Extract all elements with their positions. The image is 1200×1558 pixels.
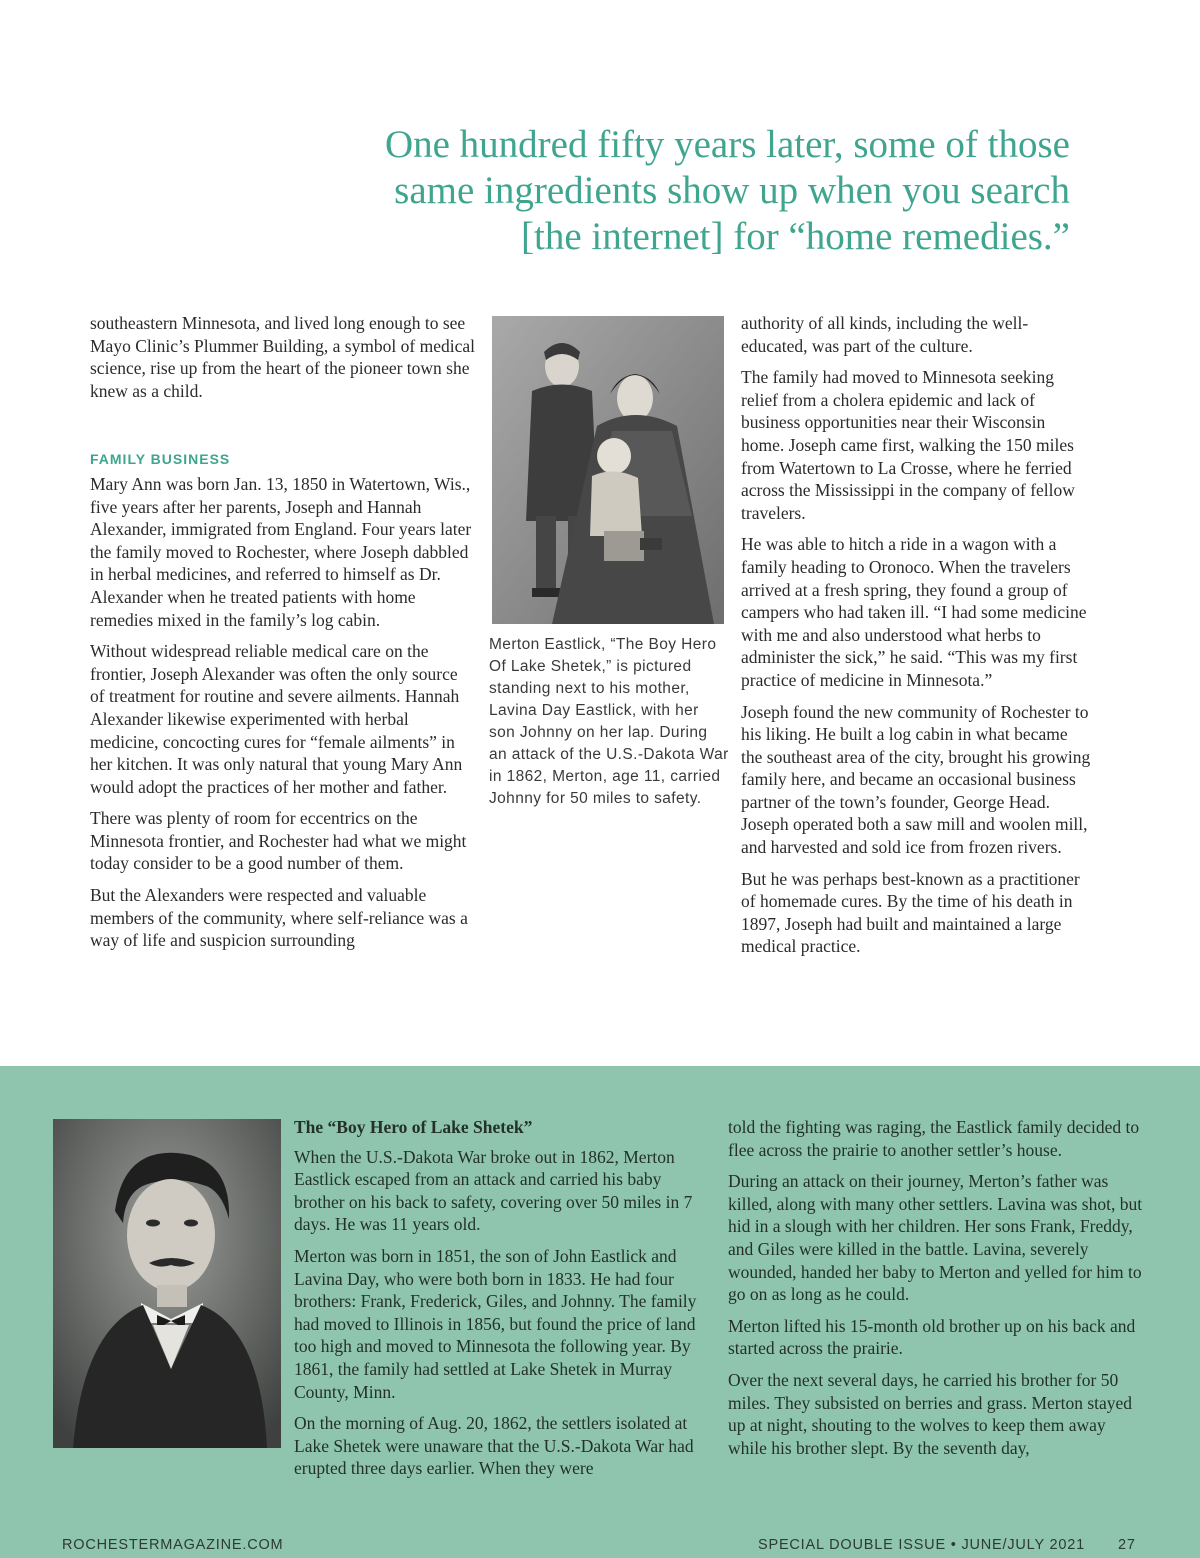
sidebar-paragraph: Merton lifted his 15-month old brother up on his back and started across the prairie. [728,1315,1136,1359]
family-portrait-illustration [492,316,724,624]
page-number: 27 [1118,1537,1136,1553]
sidebar-paragraph: On the morning of Aug. 20, 1862, the settlers isolated at Lake Shetek were unaware that the U.S.-Dakota War had erupted three days earlier. When they were [294,1413,694,1479]
sidebar-column-2 [728,1116,1143,1468]
sidebar-paragraph: told the fighting was raging, the Eastlick family decided to flee across the prairie to another settler’s house. [728,1117,1140,1160]
sidebar-paragraph: When the U.S.-Dakota War broke out in 1862, Merton Eastlick escaped from an attack and carried his baby brother on his back to safety, covering over 50 miles in 7 days. He was 11 years old. [294,1146,693,1235]
footer-website: ROCHESTERMAGAZINE.COM [62,1537,284,1553]
section-heading-family-business: FAMILY BUSINESS [90,451,231,468]
intro-paragraph: southeastern Minnesota, and lived long enough to see Mayo Clinic’s Plummer Building, a symbol of medical science, rise up from the heart of the pioneer town she knew as a child. [90,313,475,401]
photo-caption: Merton Eastlick, “The Boy Hero Of Lake Shetek,” is pictured standing next to his mother, Lavina Day Eastlick, with her son Johnny on her lap. During an attack of the U.S.-Dakota War in 1862, Merton, age 11, carried Johnny for 50 miles to safety. [489,636,729,807]
sidebar-paragraph: Over the next several days, he carried his brother for 50 miles. They subsisted on berries and grass. Merton stayed up at night, shouting to the wolves to keep them away while his brother slept. By the seventh day, [728,1369,1133,1458]
merton-portrait-photo [53,1119,281,1448]
body-paragraph: The family had moved to Minnesota seeking relief from a cholera epidemic and lack of business opportunities near their Wisconsin home. Joseph came first, walking the 150 miles from Watertown to La Crosse, where he ferried across the Mississippi in the company of fellow travelers. [741,367,1075,523]
left-column [90,312,475,961]
sidebar-column-1 [294,1116,706,1489]
family-portrait-photo [492,316,724,624]
body-paragraph: But the Alexanders were respected and valuable members of the community, where self-reliance was a way of life and suspicion surrounding [90,885,468,951]
body-paragraph: Mary Ann was born Jan. 13, 1850 in Watertown, Wis., five years after her parents, Joseph and Hannah Alexander, immigrated from England. Four years later the family moved to Rochester, where Joseph dabbled in herbal medicines, and referred to himself as Dr. Alexander when he treated patients with home remedies mixed in the family’s log cabin. [90,473,472,630]
merton-portrait-illustration [53,1119,281,1448]
pull-quote [300,122,1070,260]
right-column [741,312,1091,967]
pull-quote-line-3: [the internet] for “home remedies.” [521,215,1070,258]
sidebar-title: The “Boy Hero of Lake Shetek” [294,1117,533,1137]
body-paragraph: Without widespread reliable medical care on the frontier, Joseph Alexander was often the only source of treatment for routine and severe ailments. Hannah Alexander likewise experimented with herbal medicine, concocting cures for “female ailments” in her kitchen. It was only natural that young Mary Ann would adopt the practices of her mother and father. [90,641,463,797]
body-paragraph: But he was perhaps best-known as a practitioner of homemade cures. By the time of his death in 1897, Joseph had built and maintained a large medical practice. [741,868,1080,957]
body-paragraph: authority of all kinds, including the well-educated, was part of the culture. [741,313,1029,356]
body-paragraph: There was plenty of room for eccentrics on the Minnesota frontier, and Rochester had what we might today consider to be a good number of them. [90,808,467,874]
sidebar-paragraph: During an attack on their journey, Merton’s father was killed, along with many other settlers. Lavina was shot, but hid in a slough with her children. Her sons Frank, Freddy, and Giles were killed in the battle. Lavina, severely wounded, handed her baby to Merton and yelled for him to go on as long as he could. [728,1171,1143,1305]
footer-issue: SPECIAL DOUBLE ISSUE • JUNE/JULY 2021 [758,1537,1085,1553]
body-paragraph: Joseph found the new community of Rochester to his liking. He built a log cabin in what became the southeast area of the city, brought his growing family here, and became an occasional business partner of the town’s founder, George Head. Joseph operated both a saw mill and woolen mill, and harvested and sold ice from frozen rivers. [741,701,1091,858]
pull-quote-line-1: One hundred fifty years later, some of those [384,123,1070,166]
body-paragraph: He was able to hitch a ride in a wagon with a family heading to Oronoco. When the travelers arrived at a fresh spring, they found a group of campers who had taken ill. “I had some medicine with me and also understood what herbs to administer the sick,” he said. “This was my first practice of medicine in Minnesota.” [741,534,1087,690]
sidebar-paragraph: Merton was born in 1851, the son of John Eastlick and Lavina Day, who were both born in 1833. He had four brothers: Frank, Frederick, Giles, and Johnny. The family had moved to Illinois in 1856, but found the price of land too high and moved to Minnesota the following year. By 1861, the family had settled at Lake Shetek in Murray County, Minn. [294,1245,697,1402]
pull-quote-line-2: same ingredients show up when you search [394,169,1070,212]
